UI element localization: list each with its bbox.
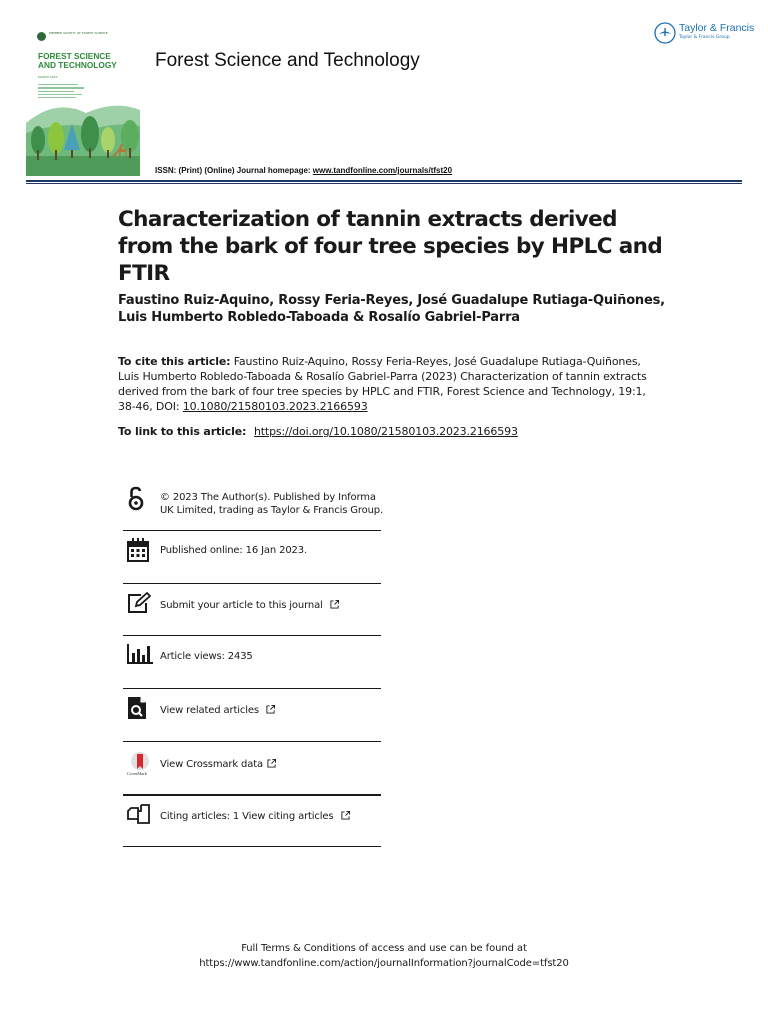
info-separator — [123, 794, 381, 796]
footer-line1: Full Terms & Conditions of access and use can be found at — [241, 943, 527, 954]
taylor-francis-logo — [654, 22, 676, 44]
citing-icon — [127, 803, 151, 825]
crossmark-label: View Crossmark data — [160, 759, 263, 770]
crossmark-row[interactable] — [123, 750, 381, 794]
article-doi-url[interactable]: https://doi.org/10.1080/21580103.2023.2166593 — [253, 425, 518, 438]
published-date: Published online: 16 Jan 2023. — [160, 545, 307, 556]
open-access-text: © 2023 The Author(s). Published by Informa UK Limited, trading as Taylor & Francis Group. — [160, 492, 384, 516]
issn-label: ISSN: (Print) (Online) Journal homepage: — [155, 166, 313, 175]
cover-title-line1: FOREST SCIENCE — [38, 51, 111, 61]
view-crossmark-link[interactable] — [160, 758, 384, 771]
views-row — [123, 643, 381, 687]
external-link-icon — [266, 705, 275, 714]
related-label: View related articles — [160, 705, 259, 716]
article-link-line — [118, 424, 658, 439]
info-separator — [123, 530, 381, 531]
edit-icon — [127, 592, 151, 614]
publisher-sub: Taylor & Francis Group — [679, 35, 730, 40]
open-access-row — [123, 486, 384, 530]
article-views: Article views: 2435 — [160, 651, 253, 662]
info-separator — [123, 583, 381, 584]
submit-article-link[interactable] — [160, 599, 384, 612]
publisher-name: Taylor & Francis — [679, 22, 755, 34]
journal-name[interactable]: Forest Science and Technology — [155, 50, 420, 71]
citing-row[interactable] — [123, 803, 381, 847]
citing-articles-link[interactable] — [160, 810, 384, 823]
cite-text: Faustino Ruiz-Aquino, Rossy Feria-Reyes, José Guadalupe Rutiaga-Quiñones, Luis Humberto Robledo-Taboada & Rosalío Gabriel-Parra (2023) Characterization of tannin extracts derived from the bark of four tree species by HPLC and FTIR, Forest Science and Technology, 19:1, 38-46, DOI: — [118, 355, 647, 413]
external-link-icon — [330, 600, 339, 609]
footer-terms-url[interactable]: https://www.tandfonline.com/action/journalInformation?journalCode=tfst20 — [199, 957, 569, 969]
footer — [150, 942, 618, 971]
bar-chart-icon — [127, 644, 153, 664]
issn-line — [155, 166, 452, 175]
view-related-link[interactable] — [160, 704, 384, 717]
cite-label: To cite this article: — [118, 355, 231, 368]
article-authors: Faustino Ruiz-Aquino, Rossy Feria-Reyes, José Guadalupe Rutiaga-Quiñones, Luis Humberto Robledo-Taboada & Rosalío Gabriel-Parra — [118, 293, 665, 325]
article-title: Characterization of tannin extracts derived from the bark of four tree species by HPLC and FTIR — [118, 207, 663, 286]
submit-label: Submit your article to this journal — [160, 600, 323, 611]
calendar-icon — [127, 538, 149, 562]
cover-forest-illustration — [26, 28, 140, 176]
open-access-icon — [127, 486, 145, 512]
cover-date: MARCH 2023 — [38, 75, 58, 79]
info-separator — [123, 846, 381, 847]
citing-label: Citing articles: 1 View citing articles — [160, 811, 334, 822]
related-row[interactable] — [123, 696, 381, 740]
cover-title-line2: AND TECHNOLOGY — [38, 60, 117, 70]
citation-block — [118, 354, 658, 414]
published-row — [123, 538, 381, 582]
link-label: To link to this article: — [118, 425, 250, 438]
external-link-icon — [267, 759, 276, 768]
info-separator — [123, 688, 381, 689]
info-separator — [123, 635, 381, 636]
doi-link[interactable]: 10.1080/21580103.2023.2166593 — [182, 400, 368, 413]
external-link-icon — [341, 811, 350, 820]
header-rule — [26, 180, 742, 182]
cover-society: MEMBER SOCIETY OF FOREST SCIENCE — [49, 31, 108, 35]
header-rule-thin — [26, 183, 742, 184]
info-separator — [123, 741, 381, 742]
search-document-icon — [127, 696, 147, 720]
submit-row[interactable] — [123, 590, 381, 634]
crossmark-icon-label: CrossMark — [127, 771, 147, 776]
journal-cover — [26, 28, 140, 176]
journal-homepage-link[interactable]: www.tandfonline.com/journals/tfst20 — [312, 166, 453, 175]
